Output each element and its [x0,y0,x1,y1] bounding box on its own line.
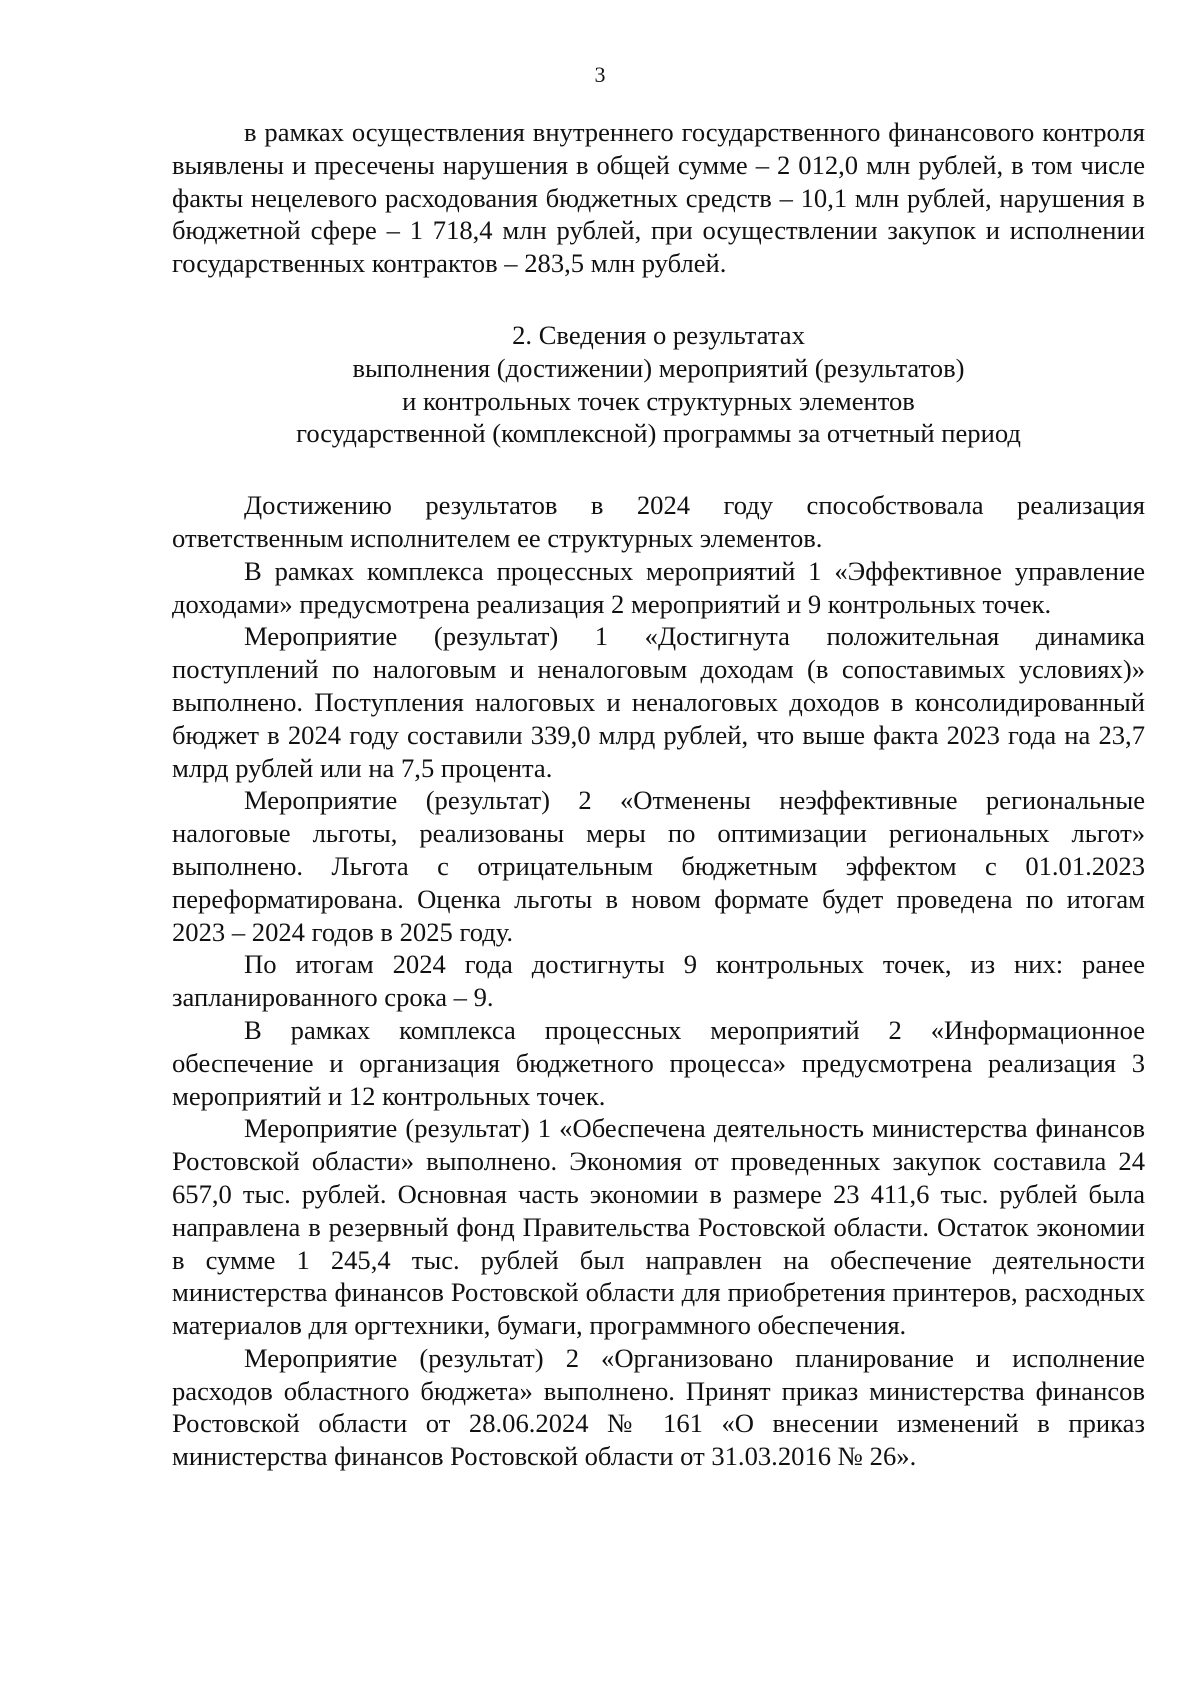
body-paragraph: Мероприятие (результат) 1 «Достигнута положительная динамика поступлений по налоговым и неналоговым доходам (в сопоставимых условиях)» выполнено. Поступления налоговых и неналоговых доходов в консолидированный бюджет в 2024 году составили 339,0 млрд рублей, что выше факта 2023 года на 23,7 млрд рублей или на 7,5 процента. [172,621,1145,783]
section-heading [172,319,1145,450]
page-number: 3 [594,62,606,87]
body-paragraph: Мероприятие (результат) 2 «Отменены неэффективные региональные налоговые льготы, реализованы меры по оптимизации региональных льгот» выполнено. Льгота с отрицательным бюджетным эффектом с 01.01.2023 переформатирована. Оценка льготы в новом формате будет проведена по итогам 2023 – 2024 годов в 2025 году. [172,785,1145,947]
body-paragraph: В рамках комплекса процессных мероприятий 2 «Информационное обеспечение и организация бюджетного процесса» предусмотрена реализация 3 мероприятий и 12 контрольных точек. [172,1014,1145,1111]
body-paragraph: Мероприятие (результат) 2 «Организовано планирование и исполнение расходов областного бюджета» выполнено. Принят приказ министерства финансов Ростовской области от 28.06.2024 № 161 «О внесении изменений в приказ министерства финансов Ростовской области от 31.03.2016 № 26». [172,1342,1145,1472]
section-heading-line: 2. Сведения о результатах [512,319,805,350]
section-heading-line: государственной (комплексной) программы за отчетный период [296,418,1021,449]
section-heading-line: выполнения (достижении) мероприятий (результатов) [352,352,965,383]
body-paragraph: По итогам 2024 года достигнуты 9 контрольных точек, из них: ранее запланированного срока – 9. [172,949,1145,1013]
intro-paragraph: в рамках осуществления внутреннего государственного финансового контроля выявлены и пресечены нарушения в общей сумме – 2 012,0 млн рублей, в том числе факты нецелевого расходования бюджетных средств – 10,1 млн рублей, нарушения в бюджетной сфере – 1 718,4 млн рублей, при осуществлении закупок и исполнении государственных контрактов – 283,5 млн рублей. [172,117,1145,279]
document-body [172,116,1145,1473]
body-paragraph: В рамках комплекса процессных мероприятий 1 «Эффективное управление доходами» предусмотрена реализация 2 мероприятий и 9 контрольных точек. [172,555,1145,619]
section-heading-line: и контрольных точек структурных элементов [402,385,915,416]
body-paragraph: Достижению результатов в 2024 году способствовала реализация ответственным исполнителем ее структурных элементов. [172,490,1145,553]
body-paragraph: Мероприятие (результат) 1 «Обеспечена деятельность министерства финансов Ростовской области» выполнено. Экономия от проведенных закупок составила 24 657,0 тыс. рублей. Основная часть экономии в размере 23 411,6 тыс. рублей была направлена в резервный фонд Правительства Ростовской области. Остаток экономии в сумме 1 245,4 тыс. рублей был направлен на обеспечение деятельности министерства финансов Ростовской области для приобретения принтеров, расходных материалов для оргтехники, бумаги, программного обеспечения. [172,1113,1145,1341]
